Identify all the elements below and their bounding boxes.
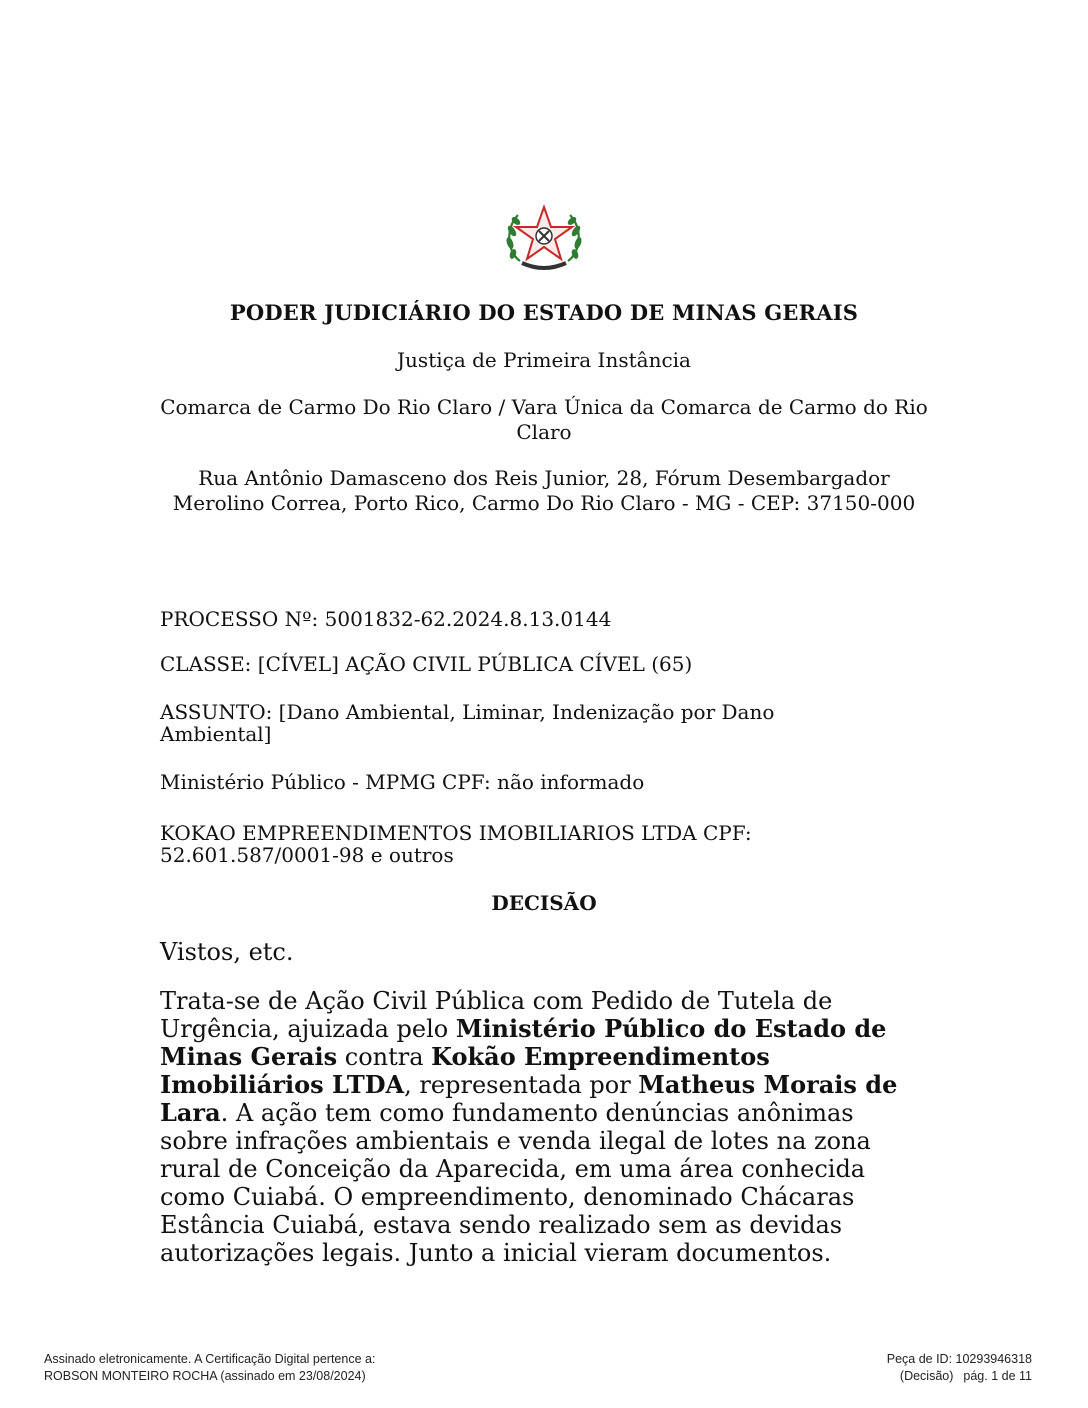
decision-greeting: Vistos, etc. (160, 938, 294, 966)
plaintiff-name: Ministério Público do Estado de Minas Gerais (160, 1014, 887, 1071)
court-title: PODER JUDICIÁRIO DO ESTADO DE MINAS GERAIS (229, 300, 859, 325)
court-instance: Justiça de Primeira Instância (397, 348, 691, 372)
defendant-name: Kokão Empreendimentos Imobiliários LTDA (160, 1042, 770, 1099)
case-number: PROCESSO Nº: 5001832-62.2024.8.13.0144 (160, 607, 612, 631)
court-address: Rua Antônio Damasceno dos Reis Junior, 28, Fórum Desembargador Merolino Correa, Porto Rico, Carmo Do Rio Claro - MG - CEP: 37150-000 (172, 466, 916, 515)
signer-line: ROBSON MONTEIRO ROCHA (assinado em 23/08/2024) (44, 1369, 366, 1383)
case-subject: ASSUNTO: [Dano Ambiental, Liminar, Indenização por Dano Ambiental] (160, 700, 775, 746)
document-id: Peça de ID: 10293946318 (886, 1352, 1032, 1366)
representative-name: Matheus Morais de Lara (160, 1070, 898, 1127)
signature-line: Assinado eletronicamente. A Certificação Digital pertence a: (44, 1352, 376, 1366)
case-class: CLASSE: [CÍVEL] AÇÃO CIVIL PÚBLICA CÍVEL (65) (160, 652, 693, 676)
coat-of-arms-icon (500, 203, 588, 275)
case-defendant: KOKAO EMPREENDIMENTOS IMOBILIARIOS LTDA CPF: 52.601.587/0001-98 e outros (160, 821, 752, 867)
decision-paragraph (160, 987, 920, 1267)
paragraph-text: Trata-se de Ação Civil Pública com Pedido de Tutela de Urgência, ajuizada pelo (160, 987, 833, 1043)
paragraph-text: , representada por (404, 1071, 639, 1099)
page-number: pág. 1 de 11 (963, 1369, 1032, 1383)
case-plaintiff: Ministério Público - MPMG CPF: não informado (160, 770, 645, 794)
paragraph-text: contra (337, 1043, 432, 1071)
page-info (887, 1368, 1032, 1385)
court-comarca: Comarca de Carmo Do Rio Claro / Vara Única da Comarca de Carmo do Rio Claro (160, 395, 928, 444)
decision-heading: DECISÃO (491, 891, 597, 915)
document-kind: (Decisão) (899, 1369, 954, 1383)
document-id-footer (887, 1351, 1032, 1385)
signature-footer (44, 1351, 375, 1385)
paragraph-text: . A ação tem como fundamento denúncias anônimas sobre infrações ambientais e venda ilegal de lotes na zona rural de Conceição da Aparecida, em uma área conhecida como Cuiabá. O empreendimento, denominado Chácaras Estância Cuiabá, estava sendo realizado sem as devidas autorizações legais. Junto a inicial vieram documentos. (160, 1099, 871, 1267)
